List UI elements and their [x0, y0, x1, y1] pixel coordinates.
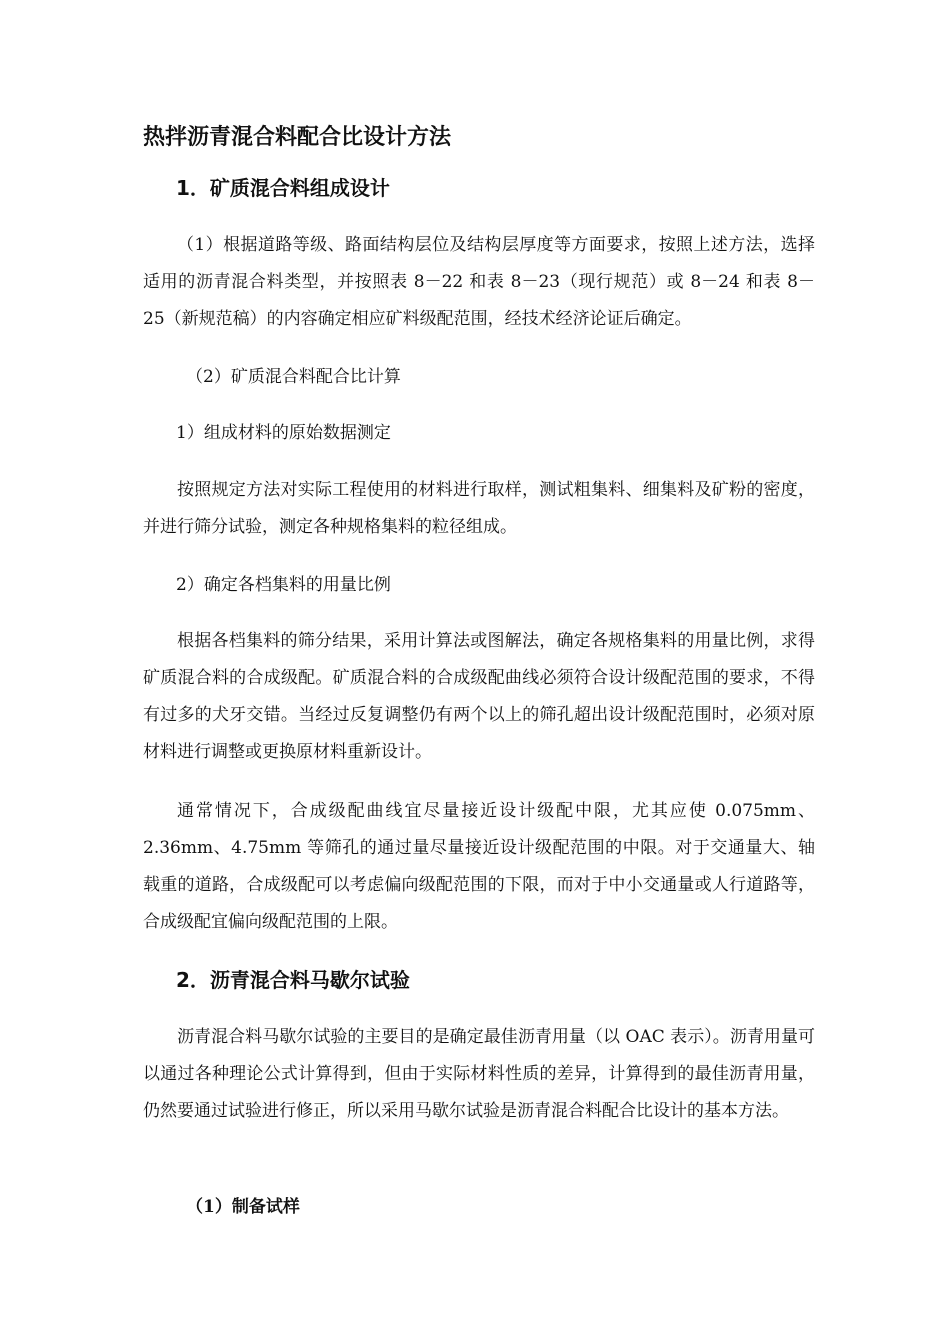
- section-1-paragraph-2: 按照规定方法对实际工程使用的材料进行取样，测试粗集料、细集料及矿粉的密度，并进行筛分试验，测定各种规格集料的粒径组成。: [143, 480, 815, 537]
- section-1-paragraph-3: 根据各档集料的筛分结果，采用计算法或图解法，确定各规格集料的用量比例，求得矿质混合料的合成级配。矿质混合料的合成级配曲线必须符合设计级配范围的要求，不得有过多的犬牙交错。当经过反复调整仍有两个以上的筛孔超出设计级配范围时，必须对原材料进行调整或更换原材料重新设计。: [143, 631, 815, 762]
- subsection-2-2-heading: 2）确定各档集料的用量比例: [176, 575, 391, 595]
- section-1-paragraph-4: 通常情况下，合成级配曲线宜尽量接近设计级配中限，尤其应使 0.075mm、2.36mm、4.75mm 等筛孔的通过量尽量接近设计级配范围的中限。对于交通量大、轴载重的道路，合成级配可以考虑偏向级配范围的下限，而对于中小交通量或人行道路等，合成级配宜偏向级配范围的上限。: [143, 801, 815, 932]
- section-1-paragraph-1: （1）根据道路等级、路面结构层位及结构层厚度等方面要求，按照上述方法，选择适用的沥青混合料类型，并按照表 8－22 和表 8－23（现行规范）或 8－24 和表 8－25（新规范稿）的内容确定相应矿料级配范围，经技术经济论证后确定。: [143, 235, 815, 329]
- section-2-heading: 2．沥青混合料马歇尔试验: [176, 968, 410, 992]
- subsection-2-heading: （2）矿质混合料配合比计算: [186, 367, 401, 387]
- document-title: 热拌沥青混合料配合比设计方法: [143, 125, 452, 150]
- section-2-paragraph-1: 沥青混合料马歇尔试验的主要目的是确定最佳沥青用量（以 OAC 表示）。沥青用量可以通过各种理论公式计算得到，但由于实际材料性质的差异，计算得到的最佳沥青用量，仍然要通过试验进行修正，所以采用马歇尔试验是沥青混合料配合比设计的基本方法。: [143, 1027, 815, 1121]
- subsection-2-1-heading: 1）组成材料的原始数据测定: [176, 423, 391, 443]
- section-2-subsection-1-heading: （1）制备试样: [186, 1197, 300, 1217]
- section-1-heading: 1．矿质混合料组成设计: [176, 176, 390, 200]
